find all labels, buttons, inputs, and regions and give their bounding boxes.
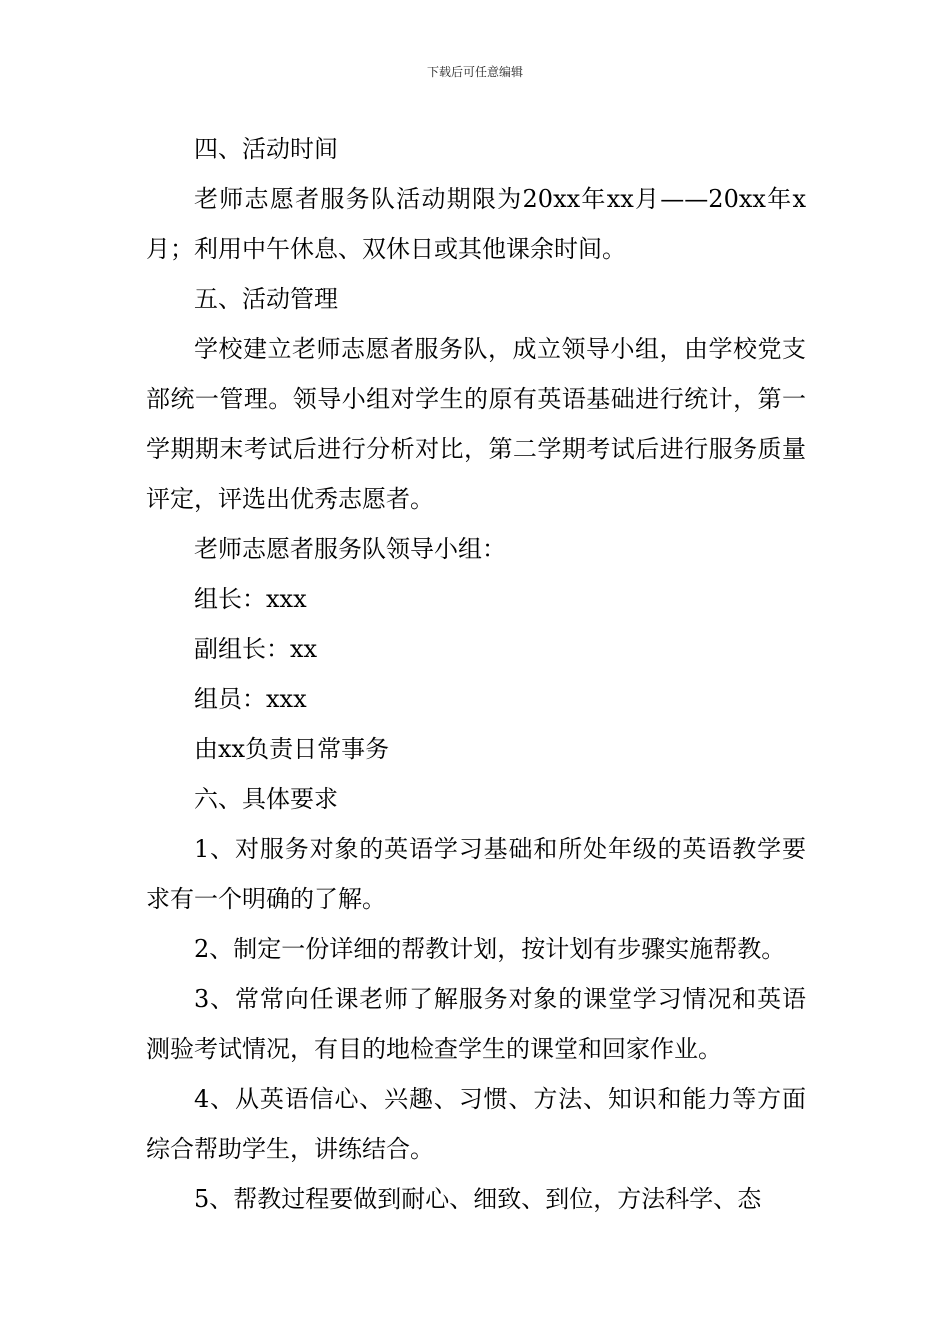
section-heading-activity-management: 五、活动管理 [194, 285, 338, 313]
section-heading-activity-time: 四、活动时间 [194, 135, 338, 163]
paragraph-leadership-group: 老师志愿者服务队领导小组： [194, 535, 506, 563]
document-body [146, 124, 806, 1224]
requirement-item-3: 3、常常向任课老师了解服务对象的课堂学习情况和英语测验考试情况，有目的地检查学生的课堂和回家作业。 [146, 985, 806, 1063]
paragraph-management: 学校建立老师志愿者服务队，成立领导小组，由学校党支部统一管理。领导小组对学生的原有英语基础进行统计，第一学期期末考试后进行分析对比，第二学期考试后进行服务质量评定，评选出优秀志愿者。 [146, 335, 806, 513]
requirement-item-1: 1、对服务对象的英语学习基础和所处年级的英语教学要求有一个明确的了解。 [146, 835, 806, 913]
requirement-item-2: 2、制定一份详细的帮教计划，按计划有步骤实施帮教。 [194, 935, 786, 963]
requirement-item-4: 4、从英语信心、兴趣、习惯、方法、知识和能力等方面综合帮助学生，讲练结合。 [146, 1085, 806, 1163]
paragraph-deputy-leader: 副组长：xx [194, 635, 318, 663]
paragraph-activity-period: 老师志愿者服务队活动期限为20xx年xx月——20xx年x月；利用中午休息、双休日或其他课余时间。 [146, 185, 806, 263]
section-heading-requirements: 六、具体要求 [194, 785, 338, 813]
paragraph-group-members: 组员：xxx [194, 685, 307, 713]
requirement-item-5: 5、帮教过程要做到耐心、细致、到位，方法科学、态 [194, 1185, 762, 1213]
page-header: 下载后可任意编辑 [426, 65, 523, 79]
paragraph-daily-affairs: 由xx负责日常事务 [194, 735, 390, 763]
paragraph-group-leader: 组长：xxx [194, 585, 307, 613]
